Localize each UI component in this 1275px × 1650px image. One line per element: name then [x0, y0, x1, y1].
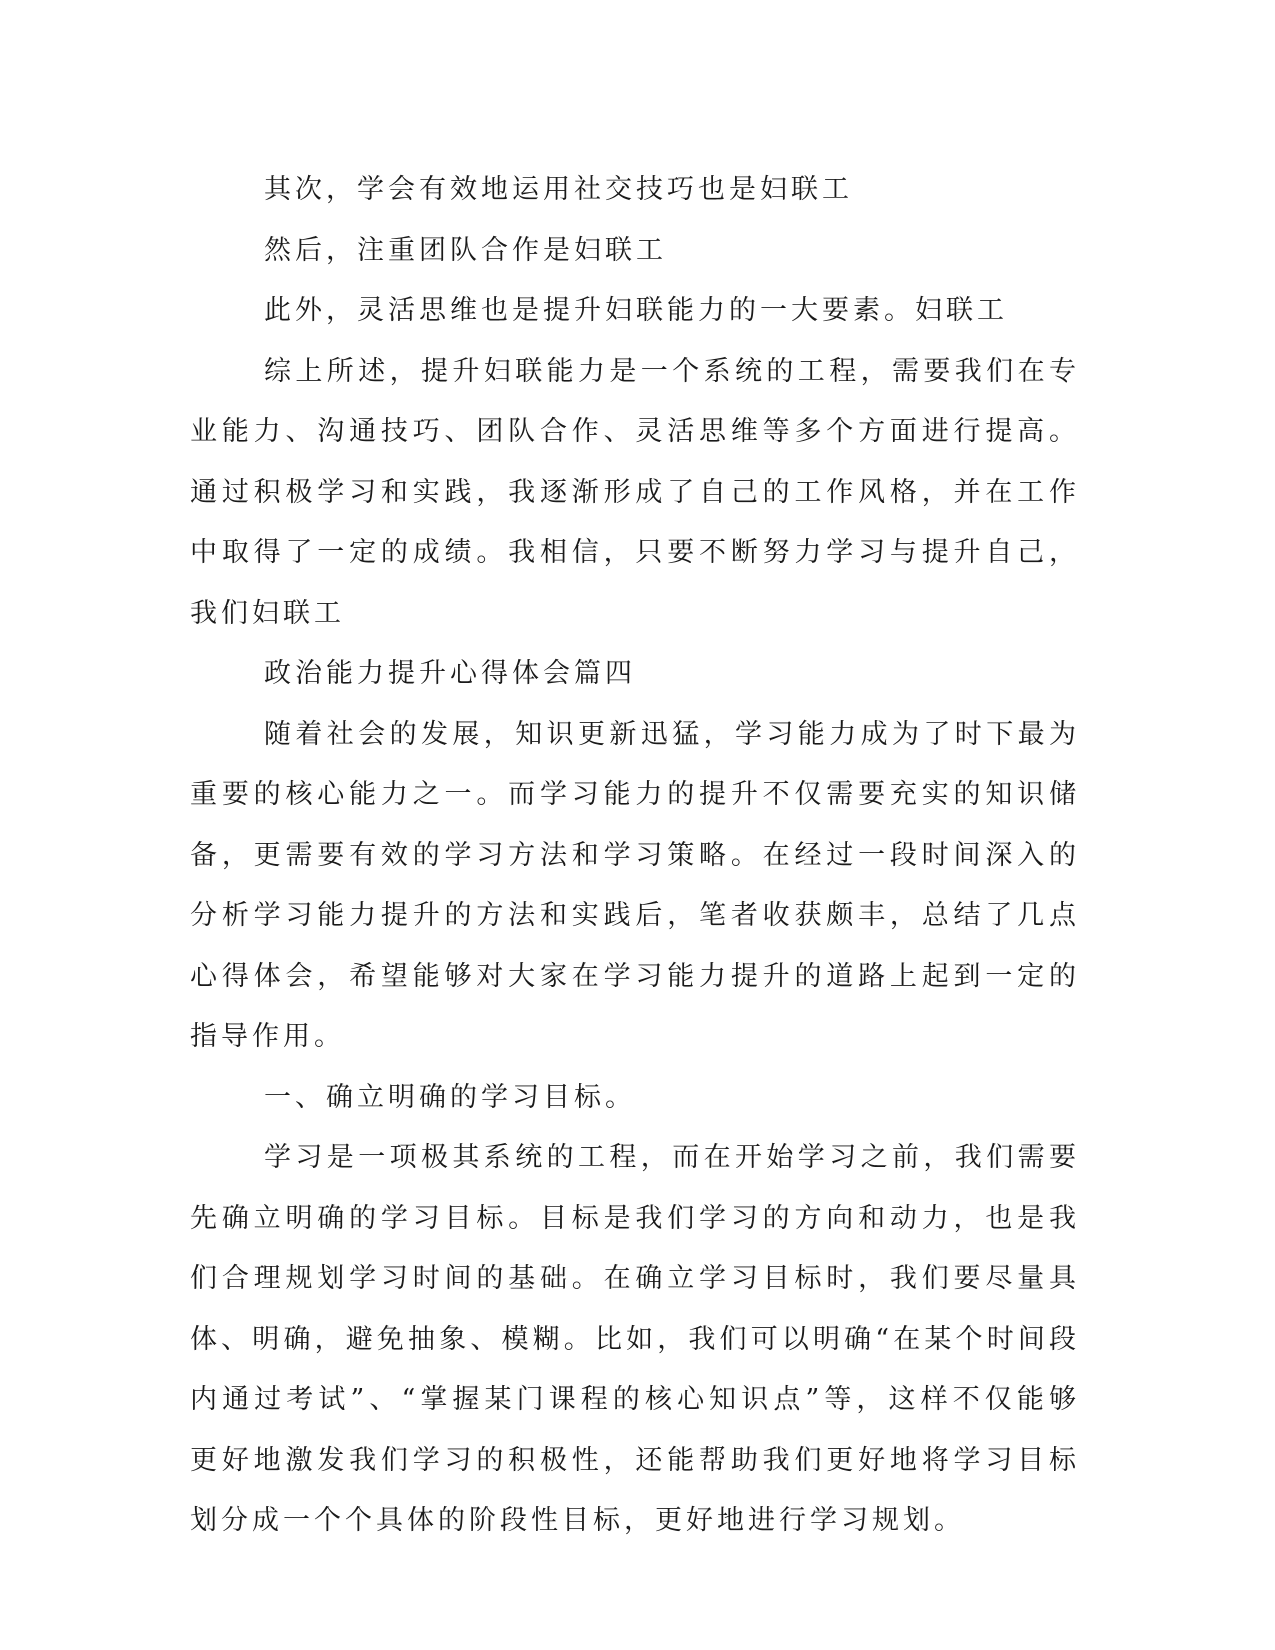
paragraph-learning-goal: 学习是一项极其系统的工程，而在开始学习之前，我们需要先确立明确的学习目标。目标是我们学习的方向和动力，也是我们合理规划学习时间的基础。在确立学习目标时，我们要尽量具体、明确，避免抽象、模糊。比如，我们可以明确“在某个时间段内通过考试”、“掌握某门课程的核心知识点”等，这样不仅能够更好地激发我们学习的积极性，还能帮助我们更好地将学习目标划分成一个个具体的阶段性目标，更好地进行学习规划。 [190, 1142, 1080, 1536]
paragraph-flexible-thinking: 此外，灵活思维也是提升妇联能力的一大要素。妇联工 [264, 295, 1008, 326]
paragraph-intro: 随着社会的发展，知识更新迅猛，学习能力成为了时下最为重要的核心能力之一。而学习能力的提升不仅需要充实的知识储备，更需要有效的学习方法和学习策略。在经过一段时间深入的分析学习能力提升的方法和实践后，笔者收获颇丰，总结了几点心得体会，希望能够对大家在学习能力提升的道路上起到一定的指导作用。 [190, 718, 1080, 1052]
subheading-learning-goal: 一、确立明确的学习目标。 [264, 1081, 636, 1113]
paragraph-summary: 综上所述，提升妇联能力是一个系统的工程，需要我们在专业能力、沟通技巧、团队合作、灵活思维等多个方面进行提高。通过积极学习和实践，我逐渐形成了自己的工作风格，并在工作中取得了一定的成绩。我相信，只要不断努力学习与提升自己，我们妇联工 [190, 355, 1080, 629]
section-heading: 政治能力提升心得体会篇四 [264, 658, 636, 689]
document-body [190, 160, 1080, 1552]
paragraph-social-skills: 其次，学会有效地运用社交技巧也是妇联工 [264, 174, 853, 205]
paragraph-teamwork: 然后，注重团队合作是妇联工 [264, 234, 667, 266]
